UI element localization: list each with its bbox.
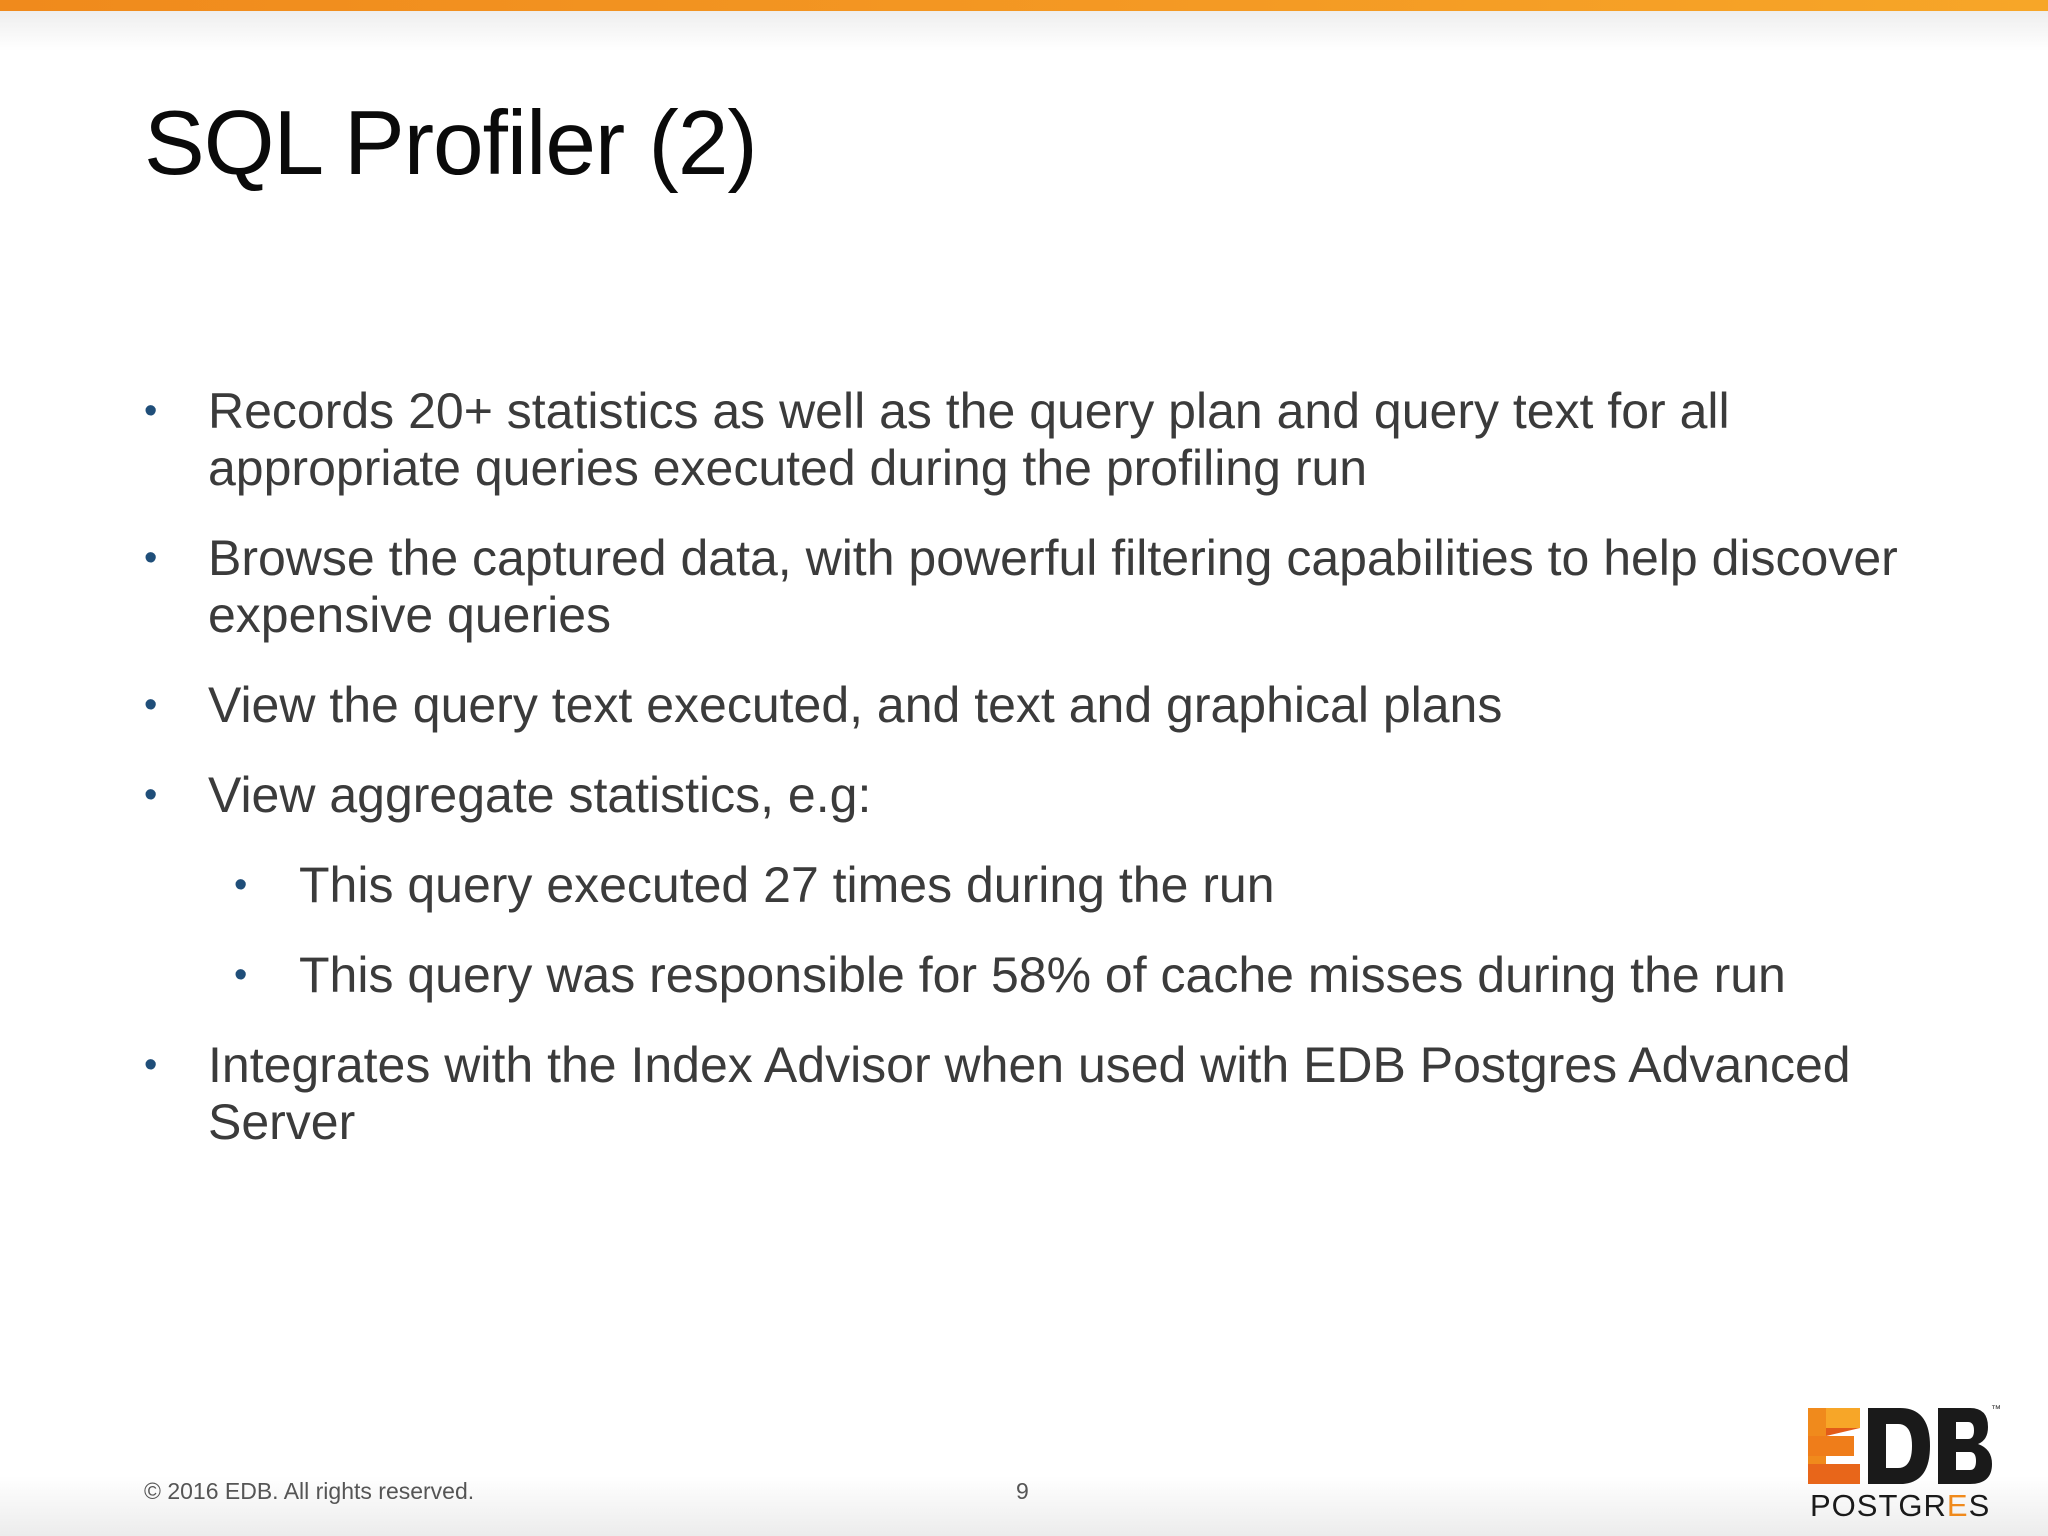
bullet-item xyxy=(144,677,1944,734)
footer-copyright: © 2016 EDB. All rights reserved. xyxy=(144,1478,475,1504)
edb-postgres-logo xyxy=(1808,1404,2008,1524)
bullet-text: Records 20+ statistics as well as the query plan and query text for all appropriate queries executed during the profiling run xyxy=(208,383,1730,496)
bullet-dot-icon: • xyxy=(144,684,158,726)
top-accent-bar xyxy=(0,0,2048,11)
top-shadow xyxy=(0,11,2048,51)
bullet-item xyxy=(144,767,1944,824)
bullet-dot-icon: • xyxy=(234,864,248,906)
bullet-text: Browse the captured data, with powerful filtering capabilities to help discover expensive queries xyxy=(208,530,1898,643)
bullet-dot-icon: • xyxy=(144,774,158,816)
bullet-dot-icon: • xyxy=(234,954,248,996)
logo-subtext-accent: E xyxy=(1946,1488,1969,1523)
sub-bullet-item xyxy=(144,857,1944,914)
sub-bullet-item xyxy=(144,947,1944,1004)
bullet-item xyxy=(144,530,1944,644)
bullet-dot-icon: • xyxy=(144,537,158,579)
logo-subtext xyxy=(1810,1488,1990,1524)
bullet-text: This query was responsible for 58% of cache misses during the run xyxy=(299,947,1786,1003)
bullet-item xyxy=(144,1037,1944,1151)
logo-subtext-main: POSTGR xyxy=(1810,1488,1947,1523)
bullet-dot-icon: • xyxy=(144,1044,158,1086)
edb-logo-icon xyxy=(1808,1408,1993,1484)
page-number: 9 xyxy=(1016,1478,1029,1504)
trademark-mark: ™ xyxy=(1991,1404,2001,1415)
slide-title: SQL Profiler (2) xyxy=(144,93,757,194)
bullet-text: This query executed 27 times during the run xyxy=(299,857,1275,913)
bullet-item xyxy=(144,383,1944,497)
bullet-text: Integrates with the Index Advisor when used with EDB Postgres Advanced Server xyxy=(208,1037,1851,1150)
bullet-dot-icon: • xyxy=(144,390,158,432)
bullet-list xyxy=(144,383,1944,1184)
logo-subtext-end: S xyxy=(1968,1488,1991,1523)
bullet-text: View aggregate statistics, e.g: xyxy=(208,767,872,823)
bullet-text: View the query text executed, and text and graphical plans xyxy=(208,677,1503,733)
